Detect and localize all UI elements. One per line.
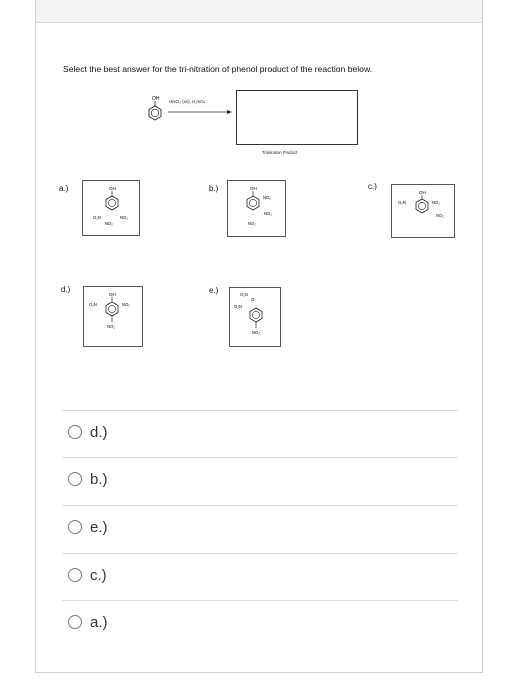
radio-circle-icon[interactable] xyxy=(68,520,82,534)
structure-d-drawing xyxy=(84,287,144,348)
structure-b-n2: NO₂ xyxy=(264,211,272,216)
structure-a-n3: NO₂ xyxy=(105,221,113,226)
structure-a-label: a.) xyxy=(59,184,69,193)
structure-b-box xyxy=(227,180,286,237)
divider xyxy=(62,505,458,506)
choice-b-label: b.) xyxy=(90,470,108,488)
question-text: Select the best answer for the tri-nitration of phenol product of the reaction below. xyxy=(63,64,373,74)
phenol-oh-label: OH xyxy=(152,96,160,102)
structure-a-n1: O₂N xyxy=(93,215,101,220)
structure-d-n2: NO₂ xyxy=(122,302,130,307)
structure-e-label: e.) xyxy=(209,286,219,295)
product-box xyxy=(236,90,358,145)
top-bar xyxy=(36,0,482,23)
choice-d-label: d.) xyxy=(90,423,108,441)
radio-circle-icon[interactable] xyxy=(68,472,82,486)
choice-d[interactable] xyxy=(68,421,108,443)
structure-c-label: c.) xyxy=(368,182,377,191)
structure-b-drawing xyxy=(228,181,287,238)
radio-circle-icon[interactable] xyxy=(68,425,82,439)
structure-e-o: O xyxy=(251,297,255,302)
choice-c-label: c.) xyxy=(90,566,107,584)
choice-a-label: a.) xyxy=(90,613,108,631)
choice-e-label: e.) xyxy=(90,518,108,536)
product-caption: Trinitration Product xyxy=(262,150,298,155)
choice-c[interactable] xyxy=(68,564,107,586)
structure-c-n3: NO₂ xyxy=(436,213,444,218)
structure-d-oh: OH xyxy=(109,292,116,297)
question-card xyxy=(35,0,483,673)
structure-c-box xyxy=(391,184,455,238)
structure-a-drawing xyxy=(83,181,141,237)
structure-e-box xyxy=(229,287,281,347)
structure-a-oh: OH xyxy=(109,186,116,191)
choice-e[interactable] xyxy=(68,516,108,538)
structure-b-n3: NO₂ xyxy=(248,221,256,226)
divider xyxy=(62,410,458,411)
structure-c-n2: NO₂ xyxy=(432,200,440,205)
structure-c-drawing xyxy=(392,185,456,239)
reaction-arrow xyxy=(168,108,232,116)
structure-b-n1: NO₂ xyxy=(263,195,271,200)
divider xyxy=(62,553,458,554)
structure-c-n1: O₂N xyxy=(398,200,406,205)
structure-b-label: b.) xyxy=(209,184,219,193)
structure-a-n2: NO₂ xyxy=(120,215,128,220)
structure-d-n1: O₂N xyxy=(89,302,97,307)
choice-a[interactable] xyxy=(68,611,108,633)
radio-circle-icon[interactable] xyxy=(68,615,82,629)
structure-e-drawing xyxy=(230,288,282,348)
structure-e-n3: NO₂ xyxy=(252,330,260,335)
structure-a-box xyxy=(82,180,140,236)
divider xyxy=(62,600,458,601)
radio-circle-icon[interactable] xyxy=(68,568,82,582)
divider xyxy=(62,457,458,458)
structure-d-box xyxy=(83,286,143,347)
structure-c-oh: OH xyxy=(419,190,426,195)
reagent-text: HNO₃ (xs), H₂SO₄ xyxy=(169,99,206,104)
structure-b-oh: OH xyxy=(250,186,257,191)
choice-b[interactable] xyxy=(68,468,108,490)
structure-d-label: d.) xyxy=(61,285,71,294)
structure-d-n3: NO₂ xyxy=(107,324,115,329)
structure-e-n1: O₂N xyxy=(240,292,248,297)
structure-e-n2: O₂N xyxy=(234,304,242,309)
